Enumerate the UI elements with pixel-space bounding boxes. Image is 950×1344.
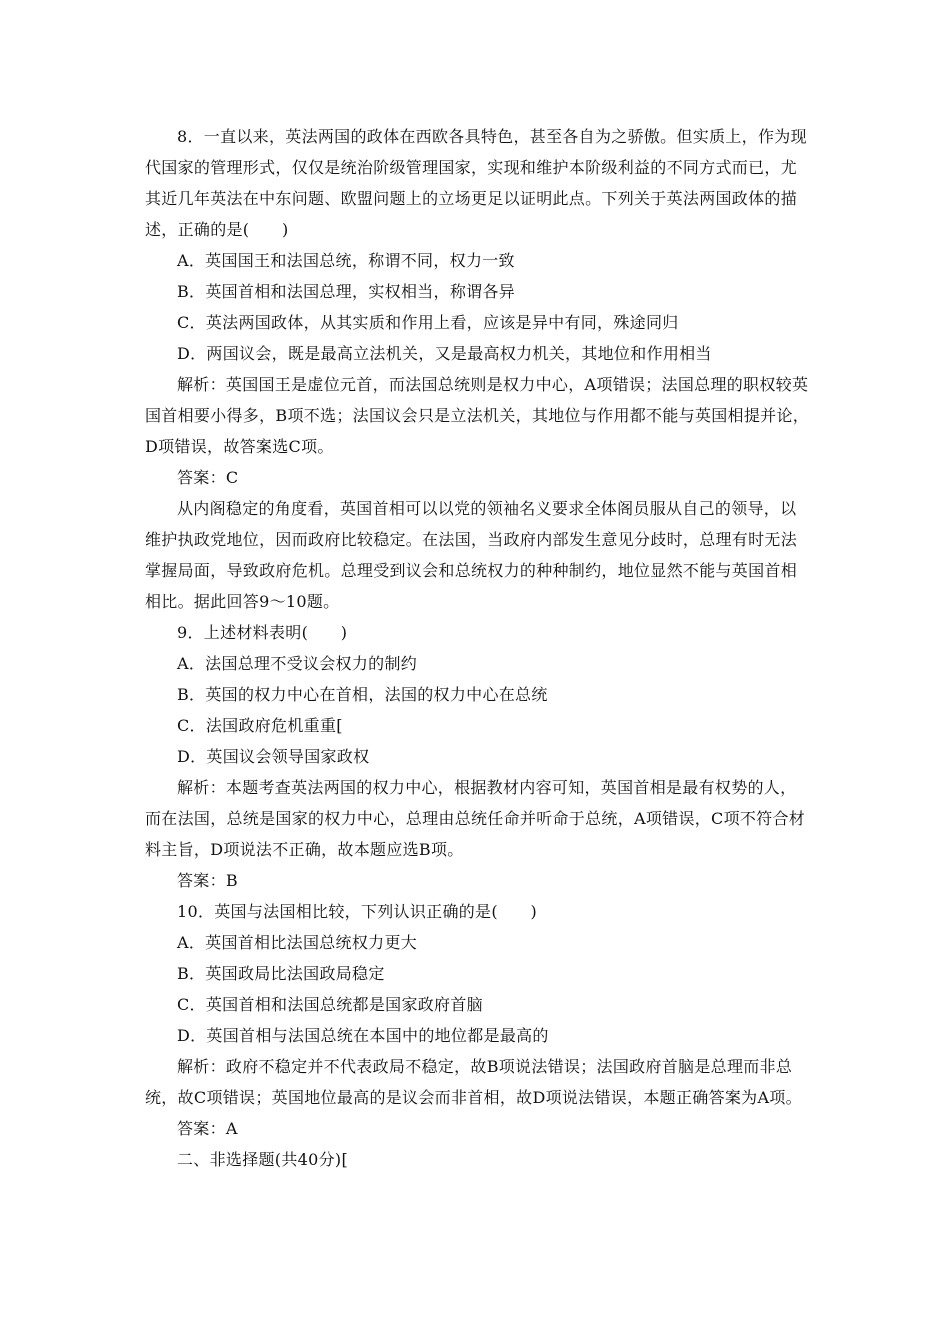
question-9-option-b: B．英国的权力中心在首相，法国的权力中心在总统 — [177, 685, 548, 704]
question-10-option-a: A．英国首相比法国总统权力更大 — [177, 933, 418, 952]
question-8-option-b: B．英国首相和法国总理，实权相当，称谓各异 — [177, 282, 516, 301]
reading-material: 从内阁稳定的角度看，英国首相可以以党的领袖名义要求全体阁员服从自己的领导，以维护执政党地位，因而政府比较稳定。在法国，当政府内部发生意见分歧时，总理有时无法掌握局面，导致政府危机。总理受到议会和总统权力的种种制约，地位显然不能与英国首相相比。据此回答9～10题。 — [145, 499, 798, 611]
question-8-stem: 8．一直以来，英法两国的政体在西欧各具特色，甚至各自为之骄傲。但实质上，作为现代国家的管理形式，仅仅是统治阶级管理国家，实现和维护本阶级利益的不同方式而已，尤其近几年英法在中东问题、欧盟问题上的立场更足以证明此点。下列关于英法两国政体的描述，正确的是( ) — [145, 127, 807, 239]
question-10-answer: 答案：A — [177, 1119, 238, 1138]
page-content — [145, 121, 810, 1175]
question-9-option-d: D．英国议会领导国家政权 — [177, 747, 370, 766]
question-8-option-c: C．英法两国政体，从其实质和作用上看，应该是异中有同，殊途同归 — [177, 313, 679, 332]
question-8-option-a: A．英国国王和法国总统，称谓不同，权力一致 — [177, 251, 515, 270]
question-9-analysis: 解析：本题考查英法两国的权力中心，根据教材内容可知，英国首相是最有权势的人，而在法国，总统是国家的权力中心，总理由总统任命并听命于总统，A项错误，C项不符合材料主旨，D项说法不正确，故本题应选B项。 — [145, 778, 806, 859]
question-10-option-c: C．英国首相和法国总统都是国家政府首脑 — [177, 995, 483, 1014]
section-2-heading: 二、非选择题(共40分)[ — [177, 1150, 348, 1169]
question-9-option-a: A．法国总理不受议会权力的制约 — [177, 654, 418, 673]
question-10-stem: 10．英国与法国相比较，下列认识正确的是( ) — [177, 902, 538, 921]
question-9-answer: 答案：B — [177, 871, 238, 890]
question-10-option-d: D．英国首相与法国总统在本国中的地位都是最高的 — [177, 1026, 549, 1045]
question-8-option-d: D．两国议会，既是最高立法机关，又是最高权力机关，其地位和作用相当 — [177, 344, 712, 363]
question-10-analysis: 解析：政府不稳定并不代表政局不稳定，故B项说法错误；法国政府首脑是总理而非总统，故C项错误；英国地位最高的是议会而非首相，故D项说法错误，本题正确答案为A项。 — [145, 1057, 802, 1107]
question-10-option-b: B．英国政局比法国政局稳定 — [177, 964, 385, 983]
question-8-analysis: 解析：英国国王是虚位元首，而法国总统则是权力中心，A项错误；法国总理的职权较英国首相要小得多，B项不选；法国议会只是立法机关，其地位与作用都不能与英国相提并论，D项错误，故答案选C项。 — [145, 375, 810, 456]
question-9-stem: 9．上述材料表明( ) — [177, 623, 348, 642]
question-9-option-c: C．法国政府危机重重[ — [177, 716, 343, 735]
question-8-answer: 答案：C — [177, 468, 239, 487]
